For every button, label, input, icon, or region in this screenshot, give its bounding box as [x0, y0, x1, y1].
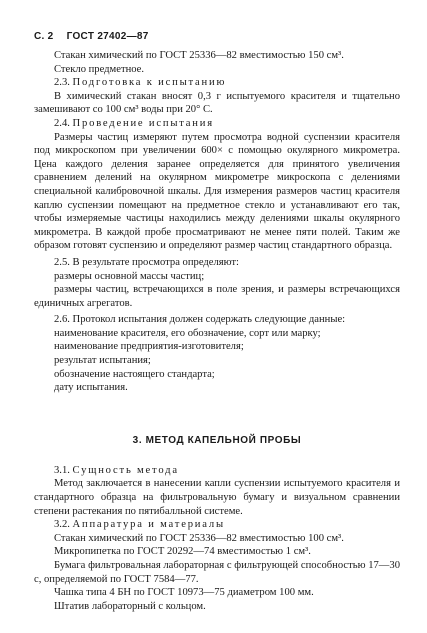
subsection-number: 2.3. [54, 77, 70, 89]
subsection-number: 2.4. [54, 117, 70, 129]
subsection-number: 3.1. [54, 464, 70, 476]
subsection-heading [34, 518, 400, 532]
subsection-title: Аппаратура и материалы [72, 519, 225, 531]
list-item: Штатив лабораторный с кольцом. [54, 600, 206, 612]
list-item: размеры основной массы частиц; [54, 270, 205, 282]
section-title: 3. МЕТОД КАПЕЛЬНОЙ ПРОБЫ [132, 434, 302, 446]
subsection-title: Проведение испытания [72, 117, 214, 129]
list-item: Чашка типа 4 БН по ГОСТ 10973—75 диаметром 100 мм. [54, 587, 314, 599]
subsection-heading [34, 117, 400, 131]
paragraph: 2.5. В результате просмотра определяют: [54, 256, 239, 268]
list-item: обозначение настоящего стандарта; [54, 368, 215, 380]
document-body [34, 49, 400, 613]
list-item: результат испытания; [54, 355, 151, 367]
page-header [34, 31, 159, 42]
paragraph: Размеры частиц измеряют путем просмотра водной суспензии красителя под микроскопом при увеличении 600× с помощью окулярного микрометра. Цена каждого деления заранее определяется для принятого увеличения сравнением делений на окулярном микрометре микроскопа с делениями специальной калибровочной шкалы. Для измерения размеров частиц красителя каплю суспензии помещают на предметное стекло и устанавливают его так, чтобы измеряемые частицы находились между делениями шкалы окулярного микрометра. В каждой пробе просматривают не менее пяти полей. Таким же образом готовят суспензию и определяют размер частиц стандартного образца. [34, 131, 400, 252]
paragraph: В химический стакан вносят 0,3 г испытуемого красителя и тщательно замешивают со 100 см³ воды при 20° С. [34, 90, 400, 116]
list-item: дату испытания. [54, 382, 128, 394]
paragraph: Метод заключается в нанесении капли суспензии испытуемого красителя и стандартного образца на фильтровальную бумагу и визуальном сравнении степени растекания по пятибалльной системе. [34, 478, 400, 517]
subsection-heading [34, 464, 400, 478]
subsection-heading [34, 76, 400, 90]
list-item: Микропипетка по ГОСТ 20292—74 вместимостью 1 см³. [54, 546, 311, 558]
subsection-title: Сущность метода [72, 464, 179, 476]
subsection-title: Подготовка к испытанию [72, 77, 227, 89]
list-item: Стакан химический по ГОСТ 25336—82 вместимостью 100 см³. [54, 532, 344, 544]
list-item: наименование предприятия-изготовителя; [54, 341, 244, 353]
list-item: Бумага фильтровальная лабораторная с фильтрующей способностью 17—30 с, определяемой по ГОСТ 7584—77. [34, 560, 400, 585]
page-number: С. 2 [34, 31, 54, 42]
list-item: размеры частиц, встречающихся в поле зрения, и размеры встречающихся единичных агрегатов. [34, 284, 400, 309]
paragraph: Стакан химический по ГОСТ 25336—82 вместимостью 150 см³. [54, 50, 344, 61]
subsection-number: 3.2. [54, 519, 70, 531]
list-item: наименование красителя, его обозначение, сорт или марку; [54, 327, 321, 339]
paragraph: 2.6. Протокол испытания должен содержать следующие данные: [54, 314, 346, 326]
paragraph: Стекло предметное. [54, 63, 145, 75]
standard-code: ГОСТ 27402—87 [66, 31, 149, 42]
